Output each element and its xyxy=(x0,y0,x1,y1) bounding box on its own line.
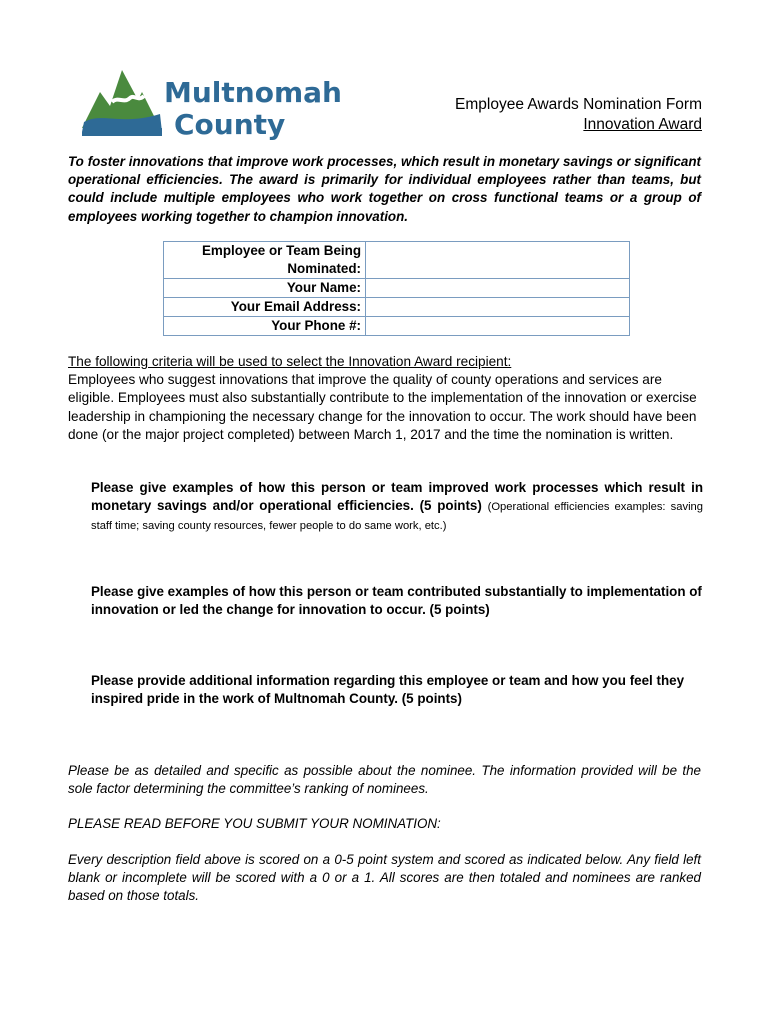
scoring-explanation: Every description field above is scored on a 0-5 point system and scored as indicated below. Any field left blank or incomplete will be scored with a 0 or a 1. All scores are then totaled and nominees are ranked based on those totals. xyxy=(68,852,701,904)
criteria-body: Employees who suggest innovations that improve the quality of county operations and services are eligible. Employees must also substantially contribute to the implementation of the innovation or exercise leadership in championing the necessary change for the innovation to occur. The work should have been done (or the major project completed) between March 1, 2017 and the time the nomination is written. xyxy=(68,372,697,442)
nominee-input[interactable] xyxy=(366,242,630,279)
detail-instruction: Please be as detailed and specific as possible about the nominee. The information provided will be the sole factor determining the committee’s ranking of nominees. xyxy=(68,763,701,797)
question-1-text: Please give examples of how this person or team improved work processes which result in monetary savings and/or operational efficiencies. (5 points) xyxy=(91,480,703,514)
criteria-section xyxy=(68,353,708,444)
question-1 xyxy=(91,479,703,536)
field-row-email xyxy=(164,298,630,317)
your-name-input[interactable] xyxy=(366,279,630,298)
multnomah-county-logo xyxy=(82,66,342,142)
field-row-phone xyxy=(164,317,630,336)
mountain-logo-icon xyxy=(82,70,162,136)
field-label-name: Your Name: xyxy=(164,279,366,298)
logo-line-1: Multnomah xyxy=(164,76,342,109)
question-2: Please give examples of how this person or team contributed substantially to implementation of innovation or led the change for innovation to occur. (5 points) xyxy=(91,584,702,618)
criteria-heading: The following criteria will be used to select the Innovation Award recipient: xyxy=(68,354,512,369)
field-row-nominee xyxy=(164,242,630,279)
logo-line-2: County xyxy=(174,108,286,141)
field-row-name xyxy=(164,279,630,298)
email-input[interactable] xyxy=(366,298,630,317)
question-1-note: (Operational efficiencies examples: saving staff time; saving county resources, fewer people to do same work, etc.) xyxy=(91,501,703,533)
field-label-nominee: Employee or Team Being Nominated: xyxy=(164,242,366,279)
intro-paragraph: To foster innovations that improve work processes, which result in monetary savings or significant operational efficiencies. The award is primarily for individual employees rather than teams, but could include multiple employees who work together on cross functional teams or a group of employees working together to champion innovation. xyxy=(68,154,701,224)
nomination-fields-table xyxy=(163,241,630,336)
form-header xyxy=(455,95,702,135)
form-title: Employee Awards Nomination Form xyxy=(455,96,702,113)
submit-notice: PLEASE READ BEFORE YOU SUBMIT YOUR NOMINATION: xyxy=(68,816,441,831)
field-label-phone: Your Phone #: xyxy=(164,317,366,336)
award-title: Innovation Award xyxy=(583,116,702,133)
field-label-email: Your Email Address: xyxy=(164,298,366,317)
question-3: Please provide additional information regarding this employee or team and how you feel they inspired pride in the work of Multnomah County. (5 points) xyxy=(91,673,685,707)
phone-input[interactable] xyxy=(366,317,630,336)
